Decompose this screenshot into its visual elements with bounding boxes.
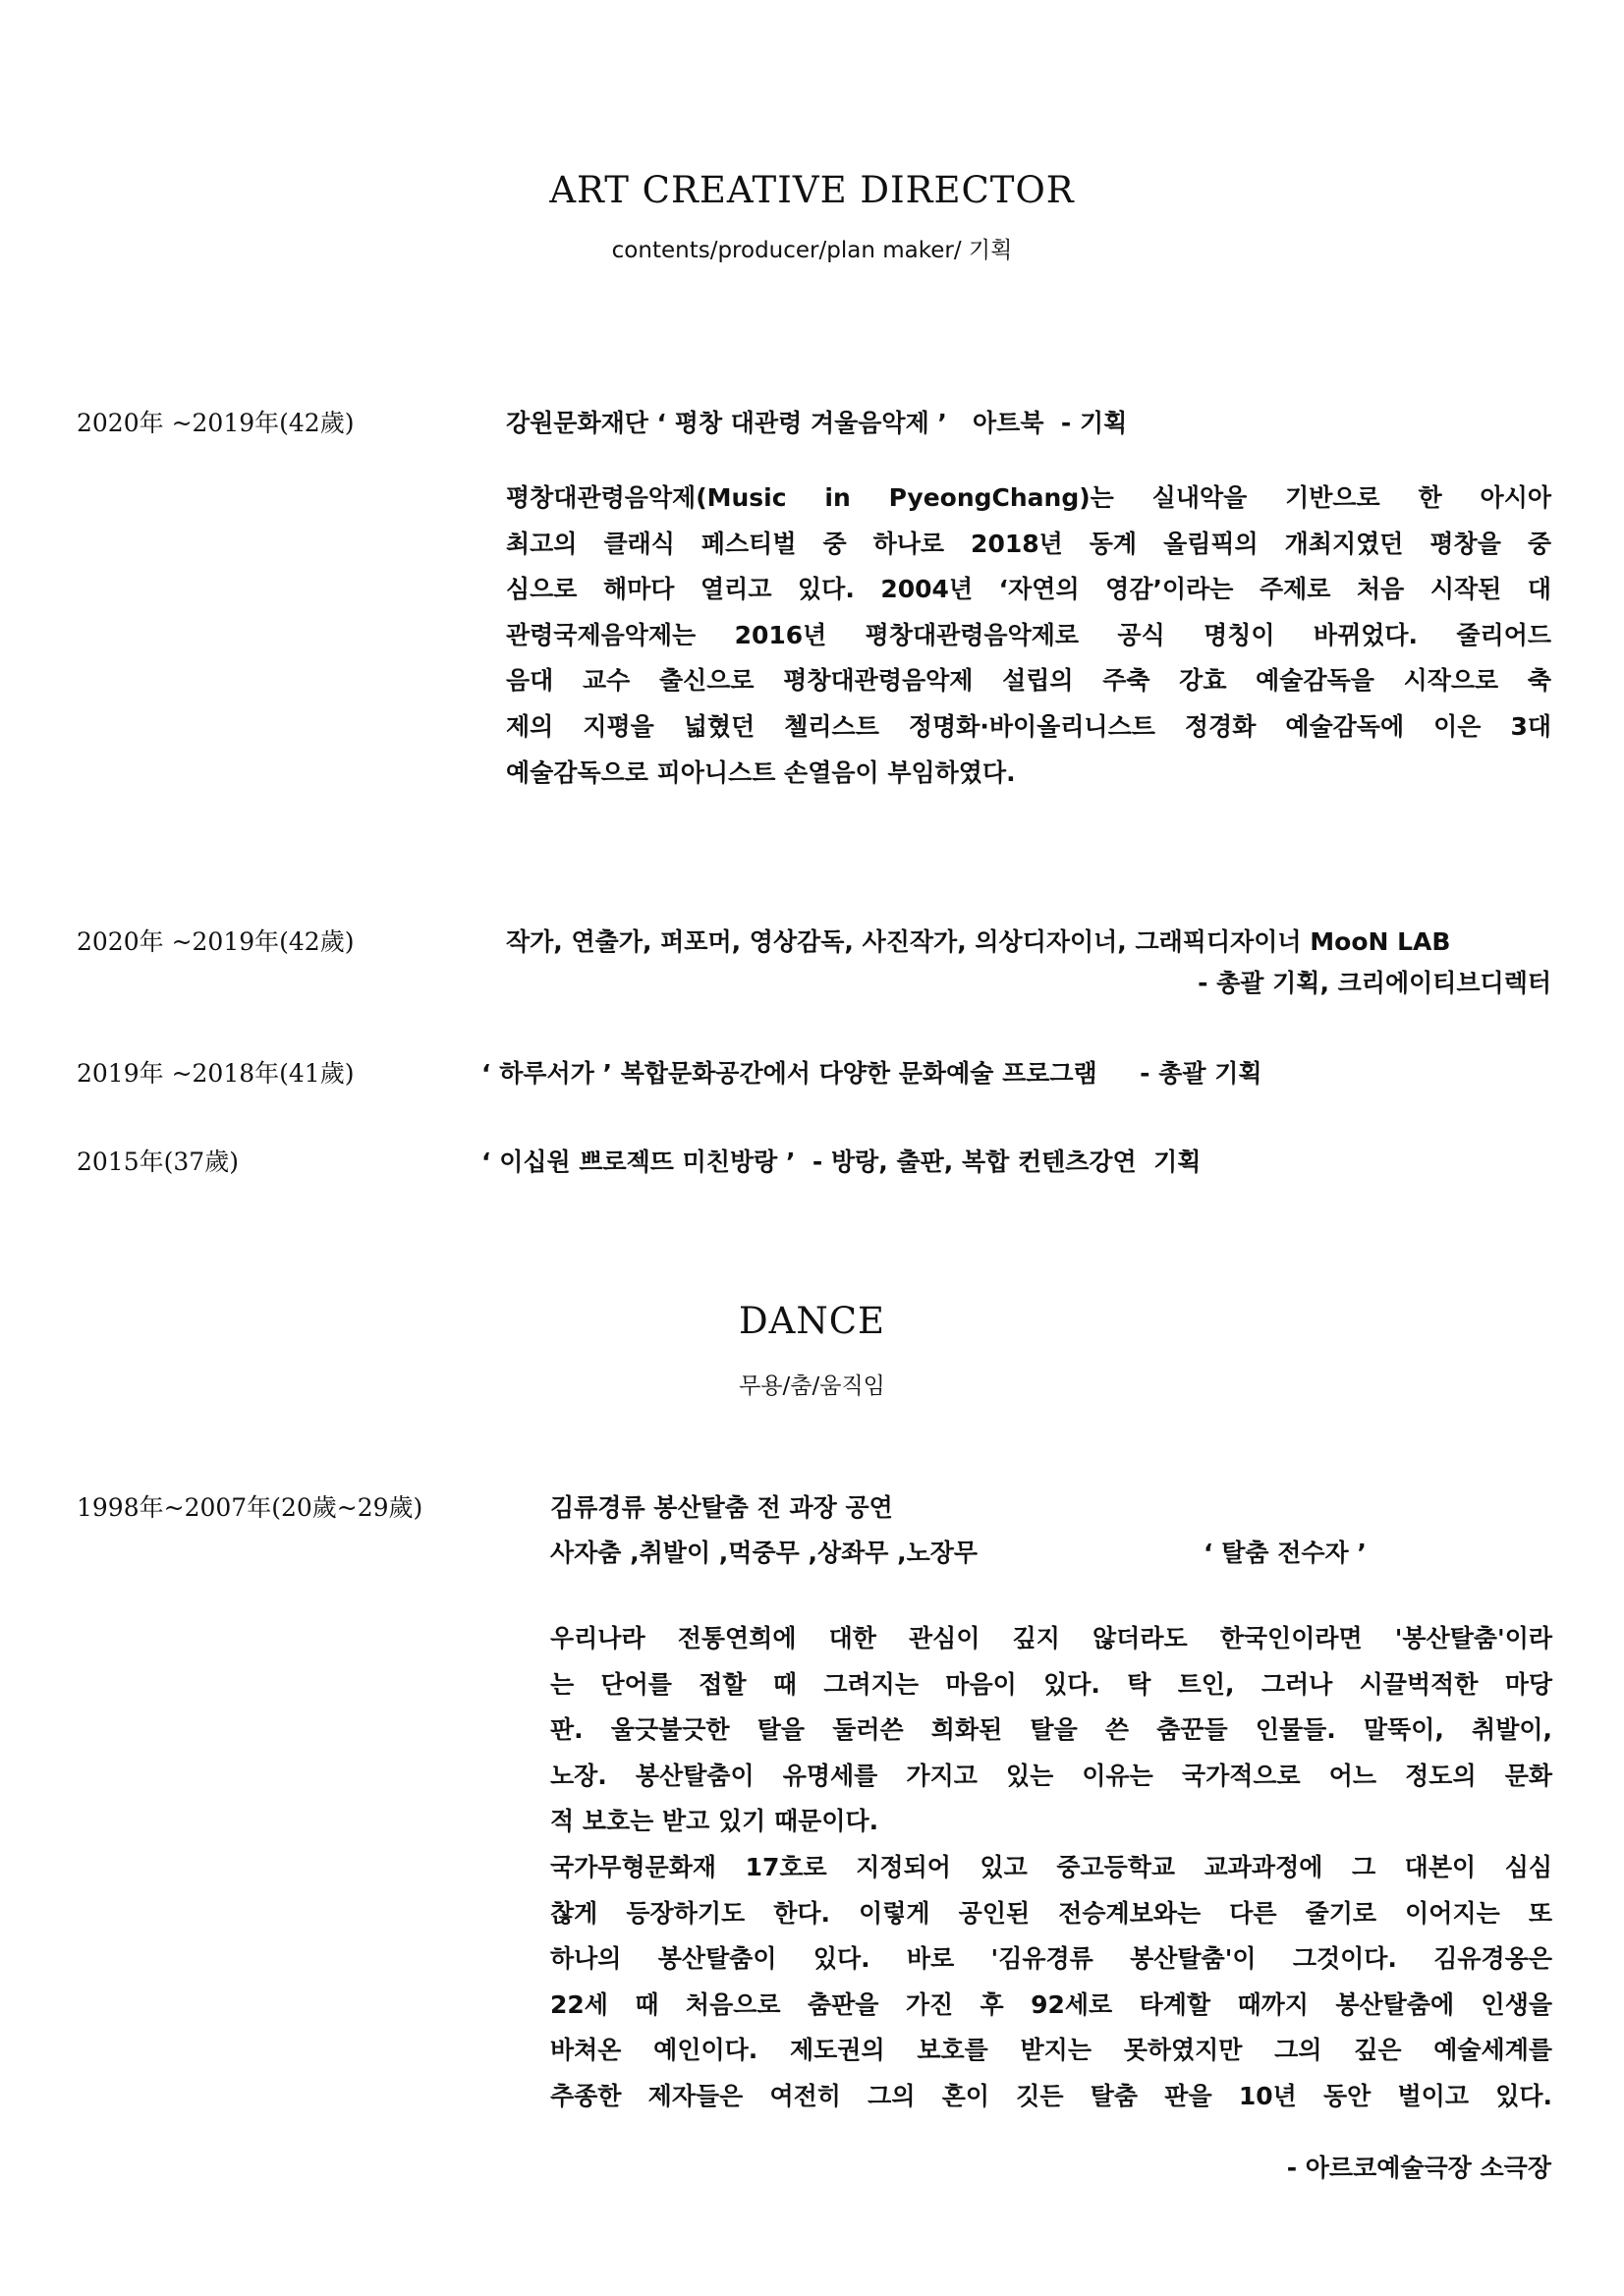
entry-role: - 총괄 기획, 크리에이티브디렉터 <box>1198 969 1551 997</box>
entry-date: 1998年~2007年(20歲~29歲) <box>77 1493 423 1522</box>
section-title-art: ART CREATIVE DIRECTOR <box>549 169 1075 211</box>
entry-description <box>506 476 1551 796</box>
entry-date: 2020年 ~2019年(42歲) <box>77 927 355 956</box>
entry-description <box>550 1616 1552 2120</box>
entry-heading: 강원문화재단 ‘ 평창 대관령 겨울음악제 ’ 아트북 - 기획 <box>506 409 1128 437</box>
paragraph-line: 적 보호는 받고 있기 때문이다. <box>550 1807 879 1836</box>
entry-heading-sub: 사자춤 ,취발이 ,먹중무 ,상좌무 ,노장무 <box>550 1539 979 1567</box>
paragraph-line: 심으로 해마다 열리고 있다. 2004년 ‘자연의 영감’이라는 주제로 처음 시작된 대 <box>506 575 1551 604</box>
section-subtitle-art: contents/producer/plan maker/ 기획 <box>611 238 1013 263</box>
paragraph-line: 관령국제음악제는 2016년 평창대관령음악제로 공식 명칭이 바뀌었다. 줄리어드 <box>506 620 1551 649</box>
paragraph-line: 노장. 봉산탈춤이 유명세를 가지고 있는 이유는 국가적으로 어느 정도의 문화 <box>550 1761 1552 1790</box>
paragraph-line: 22세 때 처음으로 춤판을 가진 후 92세로 타계할 때까지 봉산탈춤에 인생을 <box>550 1989 1552 2019</box>
paragraph-line: 판. 울긋불긋한 탈을 둘러쓴 희화된 탈을 쓴 춤꾼들 인물들. 말뚝이, 취발이, <box>550 1715 1552 1745</box>
paragraph-line: 찮게 등장하기도 한다. 이렇게 공인된 전승계보와는 다른 줄기로 이어지는 또 <box>550 1898 1552 1928</box>
entry-heading: 작가, 연출가, 퍼포머, 영상감독, 사진작가, 의상디자이너, 그래픽디자이너 MooN LAB <box>506 927 1451 956</box>
paragraph-line: 제의 지평을 넓혔던 첼리스트 정명화·바이올리니스트 정경화 예술감독에 이은 3대 <box>506 711 1551 741</box>
paragraph-line: 추종한 제자들은 여전히 그의 혼이 깃든 탈춤 판을 10년 동안 벌이고 있다. <box>550 2081 1552 2110</box>
paragraph-line: 최고의 클래식 페스티벌 중 하나로 2018년 동계 올림픽의 개최지였던 평창을 중 <box>506 529 1551 558</box>
paragraph-line: 바쳐온 예인이다. 제도권의 보호를 받지는 못하였지만 그의 깊은 예술세계를 <box>550 2036 1552 2065</box>
venue-signature: - 아르코예술극장 소극장 <box>1286 2154 1551 2182</box>
entry-date: 2019年 ~2018年(41歲) <box>77 1059 355 1088</box>
paragraph-line: 하나의 봉산탈춤이 있다. 바로 '김유경류 봉산탈춤'이 그것이다. 김유경옹은 <box>550 1944 1552 1974</box>
paragraph-line: 국가무형문화재 17호로 지정되어 있고 중고등학교 교과과정에 그 대본이 심심 <box>550 1852 1552 1881</box>
paragraph-line: 는 단어를 접할 때 그려지는 마음이 있다. 탁 트인, 그러나 시끌벅적한 마당 <box>550 1669 1552 1699</box>
entry-heading: ‘ 이십원 쁘로젝뜨 미친방랑 ’ - 방랑, 출판, 복합 컨텐츠강연 기획 <box>481 1148 1202 1176</box>
entry-role: ‘ 탈춤 전수자 ’ <box>1204 1539 1367 1567</box>
section-title-dance: DANCE <box>738 1300 886 1342</box>
entry-heading: 김류경류 봉산탈춤 전 과장 공연 <box>550 1493 893 1522</box>
paragraph-line: 평창대관령음악제(Music in PyeongChang)는 실내악을 기반으로 한 아시아 <box>506 483 1551 512</box>
entry-date: 2015年(37歲) <box>77 1148 239 1176</box>
entry-heading: ‘ 하루서가 ’ 복합문화공간에서 다양한 문화예술 프로그램 - 총괄 기획 <box>481 1059 1262 1088</box>
section-subtitle-dance: 무용/춤/움직임 <box>739 1373 885 1399</box>
paragraph-line: 음대 교수 출신으로 평창대관령음악제 설립의 주축 강효 예술감독을 시작으로 축 <box>506 666 1551 696</box>
paragraph-line: 우리나라 전통연희에 대한 관심이 깊지 않더라도 한국인이라면 '봉산탈춤'이라 <box>550 1624 1552 1652</box>
paragraph-line: 예술감독으로 피아니스트 손열음이 부임하였다. <box>506 757 1016 787</box>
entry-date: 2020年 ~2019年(42歲) <box>77 409 355 437</box>
